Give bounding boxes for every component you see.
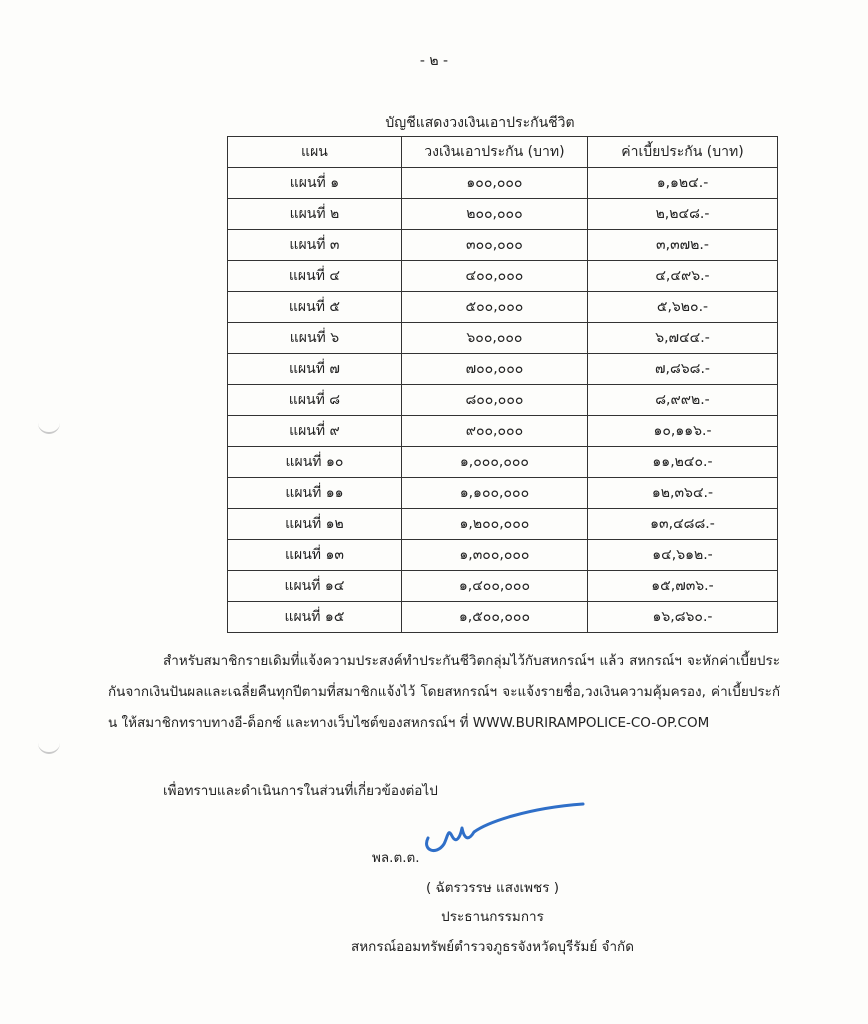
cell-coverage-amount: ๒๐๐,๐๐๐ (401, 199, 587, 230)
cell-coverage-amount: ๔๐๐,๐๐๐ (401, 261, 587, 292)
cell-premium: ๘,๙๙๒.- (587, 385, 777, 416)
cell-plan: แผนที่ ๘ (228, 385, 402, 416)
cell-plan: แผนที่ ๑๓ (228, 540, 402, 571)
cell-coverage-amount: ๑,๓๐๐,๐๐๐ (401, 540, 587, 571)
cell-coverage-amount: ๗๐๐,๐๐๐ (401, 354, 587, 385)
cell-plan: แผนที่ ๑ (228, 168, 402, 199)
cell-coverage-amount: ๙๐๐,๐๐๐ (401, 416, 587, 447)
signature-rank-prefix: พล.ต.ต. (372, 850, 420, 866)
cell-premium: ๑๖,๘๖๐.- (587, 602, 777, 633)
cell-coverage-amount: ๑๐๐,๐๐๐ (401, 168, 587, 199)
cell-plan: แผนที่ ๕ (228, 292, 402, 323)
cell-premium: ๑๑,๒๔๐.- (587, 447, 777, 478)
cell-coverage-amount: ๖๐๐,๐๐๐ (401, 323, 587, 354)
table-row (228, 230, 778, 261)
cell-premium: ๓,๓๗๒.- (587, 230, 777, 261)
table-row (228, 323, 778, 354)
cell-plan: แผนที่ ๑๑ (228, 478, 402, 509)
cell-plan: แผนที่ ๑๒ (228, 509, 402, 540)
cell-premium: ๕,๖๒๐.- (587, 292, 777, 323)
cell-coverage-amount: ๑,๐๐๐,๐๐๐ (401, 447, 587, 478)
page-number: - ๒ - (419, 53, 449, 69)
cell-premium: ๑,๑๒๔.- (587, 168, 777, 199)
table-row (228, 261, 778, 292)
table-row (228, 540, 778, 571)
handwritten-signature (418, 798, 593, 868)
cell-coverage-amount: ๑,๕๐๐,๐๐๐ (401, 602, 587, 633)
cell-coverage-amount: ๕๐๐,๐๐๐ (401, 292, 587, 323)
table-row (228, 509, 778, 540)
signer-title: ประธานกรรมการ (441, 909, 544, 925)
cell-premium: ๑๒,๓๖๔.- (587, 478, 777, 509)
cell-plan: แผนที่ ๙ (228, 416, 402, 447)
cell-coverage-amount: ๓๐๐,๐๐๐ (401, 230, 587, 261)
cell-plan: แผนที่ ๑๔ (228, 571, 402, 602)
table-row (228, 199, 778, 230)
cell-plan: แผนที่ ๔ (228, 261, 402, 292)
cell-premium: ๑๐,๑๑๖.- (587, 416, 777, 447)
table-row (228, 354, 778, 385)
cell-plan: แผนที่ ๗ (228, 354, 402, 385)
cell-coverage-amount: ๘๐๐,๐๐๐ (401, 385, 587, 416)
cell-plan: แผนที่ ๑๐ (228, 447, 402, 478)
cell-premium: ๑๔,๖๑๒.- (587, 540, 777, 571)
cell-coverage-amount: ๑,๑๐๐,๐๐๐ (401, 478, 587, 509)
table-row (228, 602, 778, 633)
cell-premium: ๑๓,๔๘๘.- (587, 509, 777, 540)
table-row (228, 447, 778, 478)
table-row (228, 385, 778, 416)
closing-line: เพื่อทราบและดำเนินการในส่วนที่เกี่ยวข้องต่อไป (163, 783, 438, 799)
insurance-table (227, 136, 778, 633)
table-row (228, 292, 778, 323)
header-plan: แผน (228, 137, 402, 168)
cell-premium: ๗,๘๖๘.- (587, 354, 777, 385)
table-header-row (228, 137, 778, 168)
punch-hole-mark (38, 418, 60, 434)
table-row (228, 571, 778, 602)
cell-premium: ๒,๒๔๘.- (587, 199, 777, 230)
cell-coverage-amount: ๑,๒๐๐,๐๐๐ (401, 509, 587, 540)
cell-coverage-amount: ๑,๔๐๐,๐๐๐ (401, 571, 587, 602)
header-coverage-amount: วงเงินเอาประกัน (บาท) (401, 137, 587, 168)
notice-paragraph: สำหรับสมาชิกรายเดิมที่แจ้งความประสงค์ทำประกันชีวิตกลุ่มไว้กับสหกรณ์ฯ แล้ว สหกรณ์ฯ จะหักค่าเบี้ยประกันจากเงินปันผลและเฉลี่ยคืนทุกปีตามที่สมาชิกแจ้งไว้ โดยสหกรณ์ฯ จะแจ้งรายชื่อ,วงเงินความคุ้มครอง, ค่าเบี้ยประกัน ให้สมาชิกทราบทางอี-ด็อกซ์ และทางเว็บไซต์ของสหกรณ์ฯ ที่ WWW.BURIRAMPOLICE-CO-OP.COM (108, 653, 780, 731)
organization-name: สหกรณ์ออมทรัพย์ตำรวจภูธรจังหวัดบุรีรัมย์ จำกัด (351, 939, 634, 955)
cell-premium: ๖,๗๔๔.- (587, 323, 777, 354)
signer-name: ( ฉัตรวรรษ แสงเพชร ) (425, 880, 560, 896)
table-row (228, 168, 778, 199)
punch-hole-mark (38, 738, 60, 754)
table-row (228, 478, 778, 509)
header-premium: ค่าเบี้ยประกัน (บาท) (587, 137, 777, 168)
table-row (228, 416, 778, 447)
cell-premium: ๑๕,๗๓๖.- (587, 571, 777, 602)
cell-premium: ๔,๔๙๖.- (587, 261, 777, 292)
cell-plan: แผนที่ ๑๕ (228, 602, 402, 633)
cell-plan: แผนที่ ๖ (228, 323, 402, 354)
cell-plan: แผนที่ ๒ (228, 199, 402, 230)
table-title: บัญชีแสดงวงเงินเอาประกันชีวิต (385, 115, 575, 131)
cell-plan: แผนที่ ๓ (228, 230, 402, 261)
